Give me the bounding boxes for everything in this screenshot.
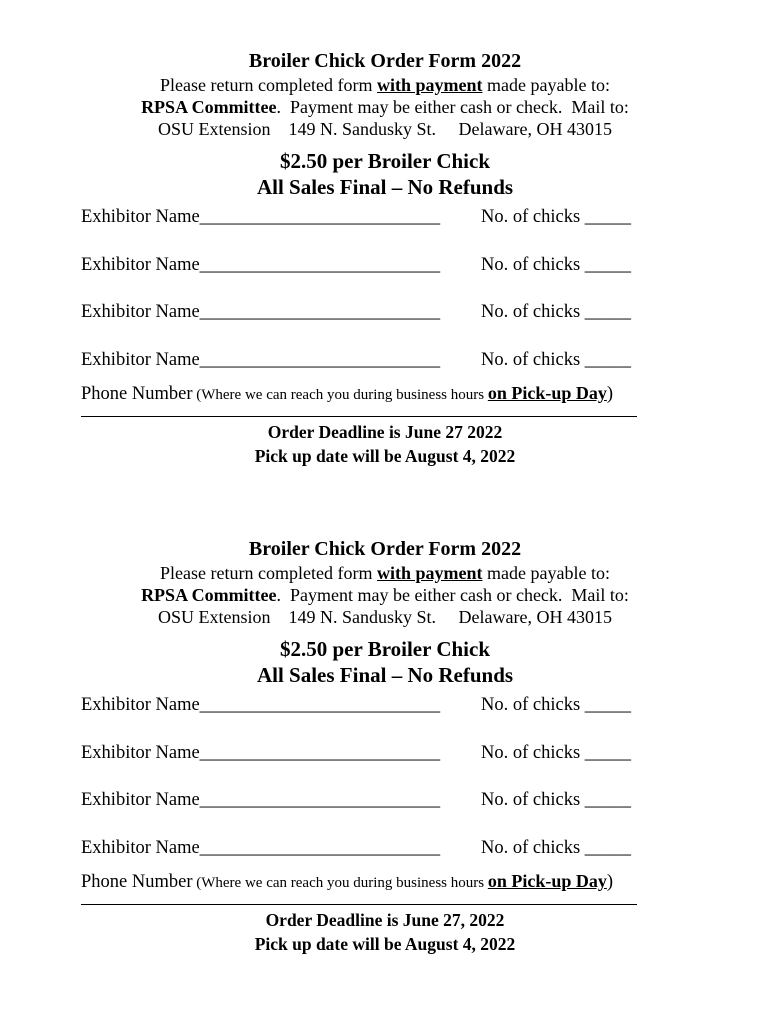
- phone-number-line: Phone Number (Where we can reach you during business hours on Pick-up Day): [81, 871, 614, 892]
- pickup-day-emphasis: on Pick-up Day: [487, 383, 607, 403]
- order-deadline: Order Deadline is June 27 2022: [267, 422, 503, 442]
- price-heading: $2.50 per Broiler Chick: [280, 149, 490, 173]
- exhibitor-rows: [0, 206, 770, 396]
- exhibitor-row: [0, 694, 770, 742]
- chick-count-field[interactable]: No. of chicks _____: [481, 349, 632, 370]
- phone-number-field[interactable]: [81, 416, 637, 417]
- chick-count-field[interactable]: No. of chicks _____: [481, 790, 632, 810]
- mailing-address: OSU Extension 149 N. Sandusky St. Delaware, OH 43015: [158, 119, 612, 139]
- exhibitor-name-field[interactable]: Exhibitor Name__________________________: [81, 790, 441, 810]
- payment-instructions: Please return completed form with payment made payable to:: [160, 563, 610, 583]
- chick-count-field[interactable]: No. of chicks _____: [481, 695, 632, 715]
- exhibitor-name-field[interactable]: Exhibitor Name__________________________: [81, 837, 441, 858]
- price-heading: $2.50 per Broiler Chick: [280, 637, 490, 661]
- chick-count-field[interactable]: No. of chicks _____: [481, 207, 632, 227]
- exhibitor-name-field[interactable]: Exhibitor Name__________________________: [81, 349, 441, 370]
- chick-count-field[interactable]: No. of chicks _____: [481, 837, 632, 858]
- sales-final-heading: All Sales Final – No Refunds: [256, 663, 514, 687]
- phone-number-line: Phone Number (Where we can reach you during business hours on Pick-up Day): [81, 383, 614, 404]
- exhibitor-name-field[interactable]: Exhibitor Name__________________________: [81, 207, 441, 227]
- exhibitor-row: [0, 742, 770, 790]
- exhibitor-row: [0, 254, 770, 302]
- pickup-day-emphasis: on Pick-up Day: [487, 871, 607, 891]
- order-deadline: Order Deadline is June 27, 2022: [265, 910, 505, 930]
- phone-number-field[interactable]: [81, 904, 637, 905]
- exhibitor-row: [0, 206, 770, 254]
- phone-note: (Where we can reach you during business hours: [192, 875, 488, 891]
- order-form-1: [0, 48, 770, 468]
- phone-label: Phone Number: [81, 384, 193, 404]
- exhibitor-name-field[interactable]: Exhibitor Name__________________________: [81, 302, 441, 322]
- exhibitor-name-field[interactable]: Exhibitor Name__________________________: [81, 695, 441, 715]
- chick-count-field[interactable]: No. of chicks _____: [481, 302, 632, 322]
- pickup-date: Pick up date will be August 4, 2022: [254, 934, 516, 954]
- exhibitor-name-field[interactable]: Exhibitor Name__________________________: [81, 742, 441, 763]
- exhibitor-rows: [0, 694, 770, 884]
- payee-line: RPSA Committee. Payment may be either cash or check. Mail to:: [141, 585, 629, 605]
- form-title: Broiler Chick Order Form 2022: [248, 50, 522, 72]
- exhibitor-name-field[interactable]: Exhibitor Name__________________________: [81, 254, 441, 275]
- phone-label: Phone Number: [81, 872, 193, 892]
- pickup-date: Pick up date will be August 4, 2022: [254, 446, 516, 466]
- chick-count-field[interactable]: No. of chicks _____: [481, 254, 632, 275]
- chick-count-field[interactable]: No. of chicks _____: [481, 742, 632, 763]
- sales-final-heading: All Sales Final – No Refunds: [256, 175, 514, 199]
- payee-line: RPSA Committee. Payment may be either cash or check. Mail to:: [141, 97, 629, 117]
- exhibitor-row: [0, 301, 770, 349]
- payment-instructions: Please return completed form with payment made payable to:: [160, 75, 610, 95]
- order-form-2: [0, 536, 770, 956]
- mailing-address: OSU Extension 149 N. Sandusky St. Delaware, OH 43015: [158, 607, 612, 627]
- phone-note: (Where we can reach you during business hours: [192, 387, 488, 403]
- exhibitor-row: [0, 789, 770, 837]
- form-title: Broiler Chick Order Form 2022: [248, 538, 522, 560]
